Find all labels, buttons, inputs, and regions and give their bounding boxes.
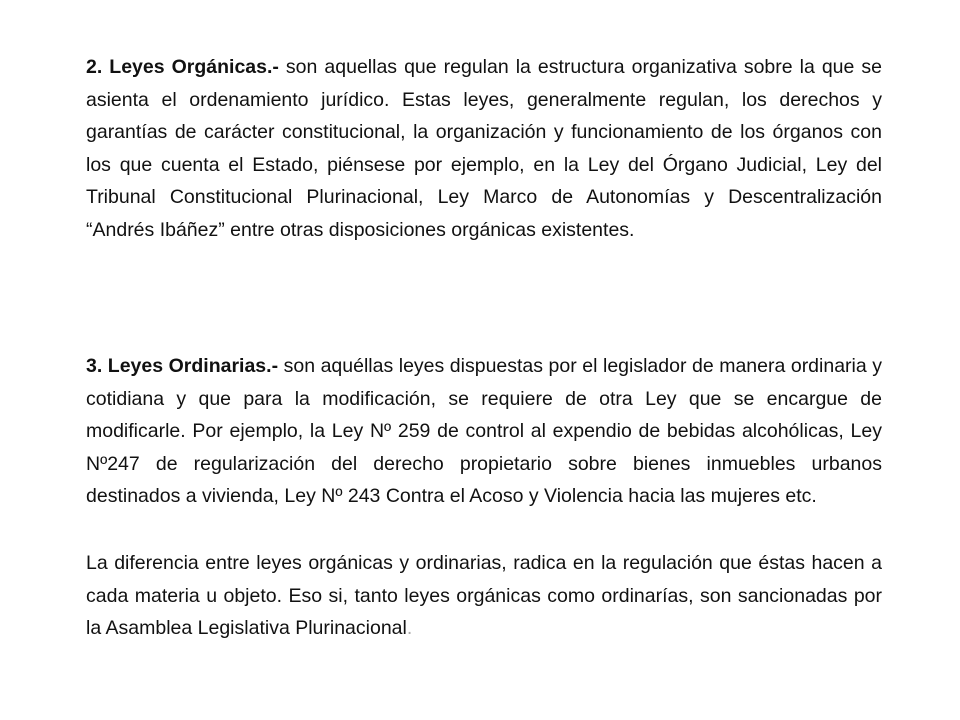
paragraph-leyes-organicas xyxy=(86,51,882,246)
paragraph-leyes-ordinarias xyxy=(86,350,882,513)
term-leyes-ordinarias: 3. Leyes Ordinarias.- xyxy=(86,355,279,377)
paragraph-diferencia xyxy=(86,547,882,645)
definition-leyes-ordinarias: son aquéllas leyes dispuestas por el legislador de manera ordinaria y cotidiana y que para la modificación, se requiere de otra Ley que se encargue de modificarle. Por ejemplo, la Ley Nº 259 de control al expendio de bebidas alcohólicas, Ley Nº247 de regularización del derecho propietario sobre bienes inmuebles urbanos destinados a vivienda, Ley Nº 243 Contra el Acoso y Violencia hacia las mujeres etc. xyxy=(86,355,883,507)
trailing-period: . xyxy=(406,617,413,639)
definition-leyes-organicas: son aquellas que regulan la estructura organizativa sobre la que se asienta el ordenamiento jurídico. Estas leyes, generalmente regulan, los derechos y garantías de carácter constitucional, la organización y funcionamiento de los órganos con los que cuenta el Estado, piénsese por ejemplo, en la Ley del Órgano Judicial, Ley del Tribunal Constitucional Plurinacional, Ley Marco de Autonomías y Descentralización “Andrés Ibáñez” entre otras disposiciones orgánicas existentes. xyxy=(86,56,882,241)
term-leyes-organicas: 2. Leyes Orgánicas.- xyxy=(86,56,279,78)
diferencia-text: La diferencia entre leyes orgánicas y ordinarias, radica en la regulación que éstas hacen a cada materia u objeto. Eso si, tanto leyes orgánicas como ordinarías, son sancionadas por la Asamblea Legislativa Plurinacional xyxy=(86,552,882,639)
